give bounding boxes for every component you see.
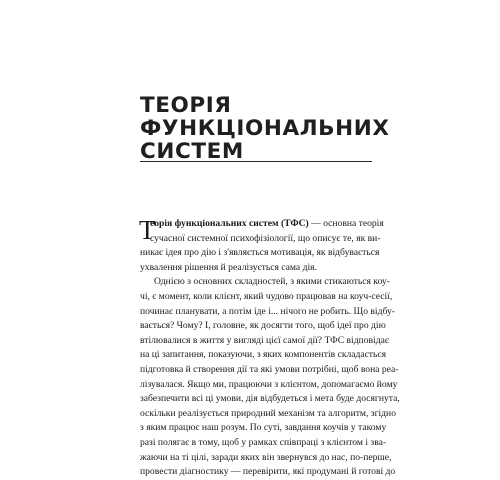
text-line: ухвалення рішення й реалізується сама дія. bbox=[140, 261, 317, 273]
body-text bbox=[139, 215, 400, 480]
text-line: забезпечити всі ці умови, дія відбудеться і мета буде досягнута, bbox=[140, 393, 400, 405]
chapter-title-line-1: ТЕОРІЯ bbox=[140, 93, 232, 118]
text-line: вається? Чому? І, головне, як досягти того, щоб ідеї про дію bbox=[140, 320, 386, 332]
text-line: лізувалася. Якщо ми, працюючи з клієнтом, допомагаємо йому bbox=[140, 378, 398, 390]
text-line: Однією з основних складностей, з якими стикаються коу- bbox=[154, 276, 390, 288]
chapter-title-line-2: ФУНКЦІОНАЛЬНИХ bbox=[140, 116, 390, 141]
text-line: на ці запитання, показуючи, з яких компонентів складається bbox=[140, 349, 387, 361]
text-line bbox=[140, 217, 384, 232]
text-fragment: — основна теорія bbox=[308, 218, 384, 229]
text-line: провести діагностику — перевірити, які продумані й готові до bbox=[140, 466, 396, 478]
text-line: сучасної системної психофізіології, що описує те, як ви- bbox=[150, 232, 381, 244]
text-line: починає планувати, а потім іде і... нічого не робить. Що відбу- bbox=[140, 305, 395, 317]
chapter-title-line-3: СИСТЕМ bbox=[140, 139, 244, 164]
defined-term: еорія функціональних систем (ТФС) bbox=[150, 218, 309, 229]
text-line: чі, є момент, коли клієнт, який чудово працював на коуч-сесії, bbox=[140, 290, 393, 302]
text-line: никає ідея про дію і з'являється мотивація, як відбувається bbox=[140, 247, 380, 259]
text-line: жаючи на ті цілі, заради яких він звернувся до нас, по-перше, bbox=[140, 451, 392, 463]
text-line: разі полягає в тому, щоб у рамках співпраці з клієнтом і зва- bbox=[140, 436, 387, 448]
drop-cap: Т bbox=[139, 215, 156, 245]
text-line: оскільки реалізується природний механізм та алгоритм, згідно bbox=[140, 407, 396, 419]
text-line: з яким працює наш розум. По суті, завдання коучів у такому bbox=[140, 422, 387, 434]
text-line: втілювалися в життя у вигляді цієї самої дії? ТФС відповідає bbox=[140, 334, 389, 346]
text-line: підготовка й створення дії та які умови потрібні, щоб вона реа- bbox=[140, 363, 399, 375]
title-divider bbox=[140, 161, 372, 162]
chapter-title bbox=[140, 94, 390, 163]
